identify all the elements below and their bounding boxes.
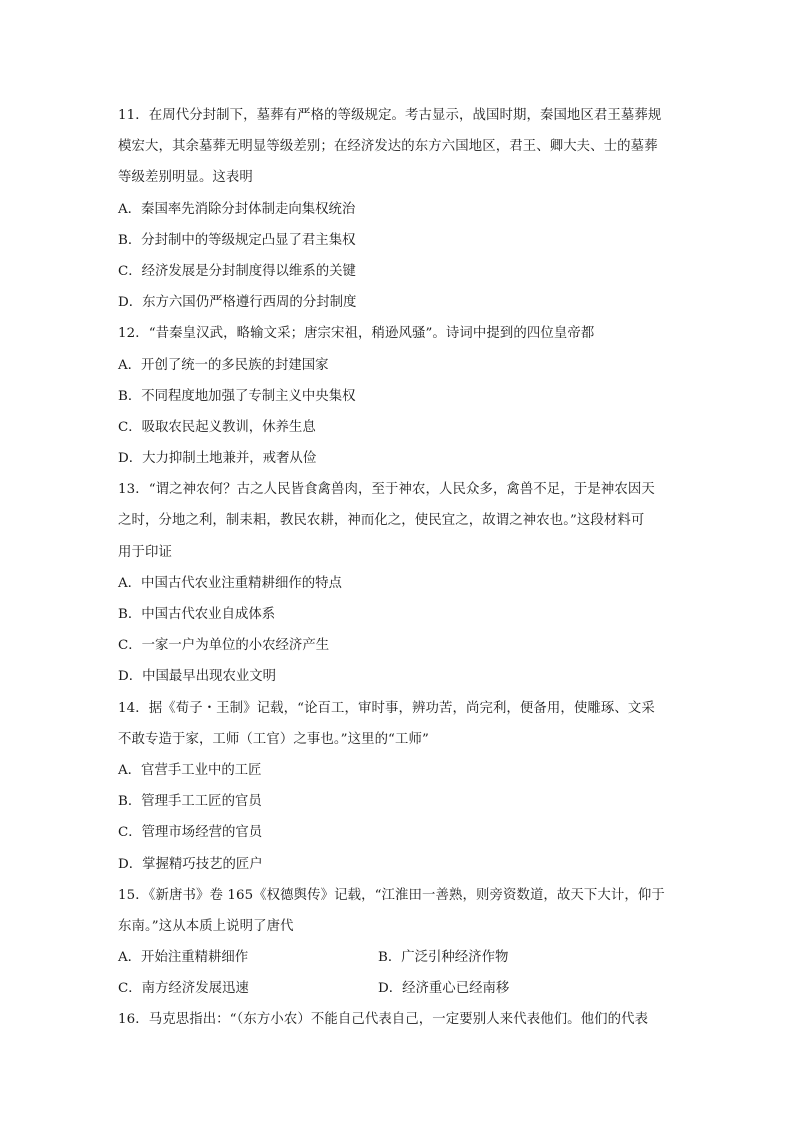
question-stem-line: 模宏大，其余墓葬无明显等级差别；在经济发达的东方六国地区，君王、卿大夫、士的墓葬 — [118, 139, 658, 155]
option-c: C．经济发展是分封制度得以维系的关键 — [118, 263, 356, 279]
option-d: D．中国最早出现农业文明 — [118, 669, 277, 685]
option-b: B．不同程度地加强了专制主义中央集权 — [118, 388, 356, 404]
option-b: B．中国古代农业自成体系 — [118, 607, 276, 622]
option-c: C．南方经济发展迅速 — [118, 981, 249, 997]
question-list — [118, 100, 678, 1036]
option-c: C．一家一户为单位的小农经济产生 — [118, 638, 330, 654]
option-d: D．东方六国仍严格遵行西周的分封制度 — [118, 295, 357, 311]
option-a: A．官营手工业中的工匠 — [118, 762, 262, 778]
question-stem-line: 不敢专造于家，工师（工官）之事也。”这里的“工师” — [118, 731, 429, 747]
question-stem-line: 之时，分地之利，制耒耜，教民农耕，神而化之，使民宜之，故谓之神农也。”这段材料可 — [118, 513, 645, 529]
option-b: B．广泛引种经济作物 — [378, 950, 509, 966]
question-stem-line: 等级差别明显。这表明 — [118, 170, 253, 186]
option-row — [118, 942, 678, 973]
question-15 — [118, 880, 678, 1005]
option-row — [118, 973, 678, 1004]
question-stem-line: 14．据《荀子・王制》记载，“论百工，审时事，辨功苦，尚完利，便备用，使雕琢、文采 — [118, 700, 655, 716]
question-stem-line: 16．马克思指出：“（东方小农）不能自己代表自己，一定要别人来代表他们。他们的代表 — [118, 1012, 649, 1028]
option-a: A．中国古代农业注重精耕细作的特点 — [118, 575, 342, 591]
question-16 — [118, 1004, 678, 1035]
question-11 — [118, 100, 678, 318]
question-stem-line: 11．在周代分封制下，墓葬有严格的等级规定。考古显示，战国时期，秦国地区君王墓葬规 — [118, 108, 662, 123]
question-12 — [118, 318, 678, 474]
question-stem-line: 用于印证 — [118, 544, 172, 560]
question-stem-line: 15．《新唐书》卷 165《权德舆传》记载，“江淮田一善熟，则旁资数道，故天下大计，仰于 — [118, 887, 665, 903]
question-stem-line: 12．“昔秦皇汉武，略输文采；唐宗宋祖，稍逊风骚”。诗词中提到的四位皇帝都 — [118, 326, 595, 342]
option-d: D．掌握精巧技艺的匠户 — [118, 856, 263, 872]
option-b: B．分封制中的等级规定凸显了君主集权 — [118, 232, 356, 248]
option-b: B．管理手工工匠的官员 — [118, 794, 262, 810]
question-14 — [118, 693, 678, 880]
option-a: A．秦国率先消除分封体制走向集权统治 — [118, 201, 356, 217]
option-a: A．开创了统一的多民族的封建国家 — [118, 357, 329, 373]
question-stem-line: 东南。”这从本质上说明了唐代 — [118, 918, 294, 934]
option-c: C．吸取农民起义教训，休养生息 — [118, 419, 316, 435]
question-13 — [118, 474, 678, 692]
option-a: A．开始注重精耕细作 — [118, 950, 249, 966]
option-d: D．大力抑制土地兼并，戒奢从俭 — [118, 451, 317, 467]
question-stem-line: 13．“谓之神农何？古之人民皆食禽兽肉，至于神农，人民众多，禽兽不足，于是神农因天 — [118, 482, 655, 498]
option-c: C．管理市场经营的官员 — [118, 825, 263, 841]
option-d: D．经济重心已经南移 — [378, 981, 510, 997]
